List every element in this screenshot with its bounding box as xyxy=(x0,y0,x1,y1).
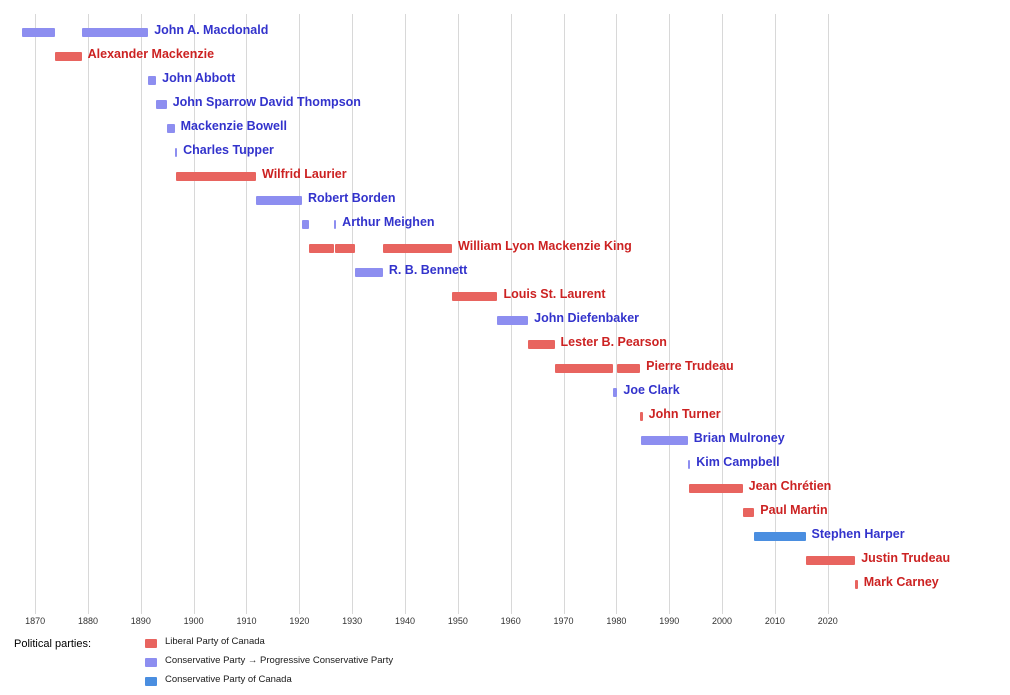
term-bar[interactable] xyxy=(55,52,81,61)
timeline-row[interactable] xyxy=(0,236,1010,260)
timeline-row[interactable] xyxy=(0,548,1010,572)
term-bar[interactable] xyxy=(555,364,614,373)
x-axis-tick-label: 1890 xyxy=(130,616,151,626)
pm-name-label: William Lyon Mackenzie King xyxy=(458,239,632,253)
x-axis-tick-label: 1970 xyxy=(553,616,574,626)
x-axis-tick-label: 1980 xyxy=(606,616,627,626)
term-bar[interactable] xyxy=(22,28,55,37)
term-bar[interactable] xyxy=(641,436,687,445)
timeline-row[interactable] xyxy=(0,116,1010,140)
pm-name-label: John Sparrow David Thompson xyxy=(172,95,361,109)
term-bar[interactable] xyxy=(335,244,356,253)
pm-name-label: Paul Martin xyxy=(760,503,828,517)
pm-name-label: Arthur Meighen xyxy=(342,215,435,229)
term-bar[interactable] xyxy=(497,316,528,325)
term-bar[interactable] xyxy=(528,340,554,349)
term-bar[interactable] xyxy=(148,76,156,85)
timeline-row[interactable] xyxy=(0,500,1010,524)
timeline-row[interactable] xyxy=(0,188,1010,212)
pm-name-label: Alexander Mackenzie xyxy=(87,47,215,61)
x-axis-tick-label: 2020 xyxy=(817,616,838,626)
timeline-row[interactable] xyxy=(0,452,1010,476)
term-bar[interactable] xyxy=(613,388,617,397)
timeline-row[interactable] xyxy=(0,212,1010,236)
timeline-row[interactable] xyxy=(0,332,1010,356)
timeline-row[interactable] xyxy=(0,476,1010,500)
x-axis-tick-label: 2010 xyxy=(764,616,785,626)
pm-name-label: Charles Tupper xyxy=(183,143,274,157)
x-axis-tick-label: 1900 xyxy=(183,616,204,626)
pm-name-label: Pierre Trudeau xyxy=(646,359,734,373)
x-axis-tick-label: 1870 xyxy=(25,616,46,626)
term-bar[interactable] xyxy=(806,556,856,565)
term-bar[interactable] xyxy=(82,28,149,37)
timeline-row[interactable] xyxy=(0,356,1010,380)
term-bar[interactable] xyxy=(743,508,755,517)
term-bar[interactable] xyxy=(334,220,337,229)
pm-name-label: John Turner xyxy=(648,407,721,421)
timeline-row[interactable] xyxy=(0,404,1010,428)
pm-name-label: Kim Campbell xyxy=(696,455,780,469)
timeline-row[interactable] xyxy=(0,68,1010,92)
pm-name-label: Brian Mulroney xyxy=(693,431,785,445)
term-bar[interactable] xyxy=(256,196,302,205)
term-bar[interactable] xyxy=(689,484,742,493)
term-bar[interactable] xyxy=(175,148,178,157)
timeline-row[interactable] xyxy=(0,308,1010,332)
term-bar[interactable] xyxy=(688,460,691,469)
x-axis-tick-label: 1880 xyxy=(77,616,98,626)
x-axis-tick-label: 1950 xyxy=(447,616,468,626)
legend-color-swatch xyxy=(145,639,157,648)
legend-item-label: Conservative Party → Progressive Conservative Party xyxy=(165,655,394,666)
timeline-row[interactable] xyxy=(0,260,1010,284)
pm-name-label: John A. Macdonald xyxy=(154,23,269,37)
pm-name-label: Joe Clark xyxy=(623,383,680,397)
pm-name-label: John Abbott xyxy=(162,71,236,85)
timeline-row[interactable] xyxy=(0,428,1010,452)
term-bar[interactable] xyxy=(754,532,805,541)
timeline-row[interactable] xyxy=(0,44,1010,68)
chart-legend xyxy=(0,630,1010,695)
term-bar[interactable] xyxy=(176,172,256,181)
term-bar[interactable] xyxy=(167,124,175,133)
pm-name-label: Justin Trudeau xyxy=(861,551,951,565)
term-bar[interactable] xyxy=(640,412,643,421)
pm-name-label: Mark Carney xyxy=(863,575,939,589)
term-bar[interactable] xyxy=(383,244,452,253)
timeline-row[interactable] xyxy=(0,164,1010,188)
timeline-row[interactable] xyxy=(0,92,1010,116)
x-axis-tick-label: 1990 xyxy=(659,616,680,626)
timeline-row[interactable] xyxy=(0,284,1010,308)
timeline-row[interactable] xyxy=(0,524,1010,548)
pm-name-label: Robert Borden xyxy=(307,191,396,205)
term-bar[interactable] xyxy=(452,292,497,301)
term-bar[interactable] xyxy=(355,268,382,277)
timeline-row[interactable] xyxy=(0,380,1010,404)
x-axis-tick-label: 1930 xyxy=(342,616,363,626)
x-axis-tick-label: 1940 xyxy=(394,616,416,626)
timeline-row[interactable] xyxy=(0,140,1010,164)
pm-name-label: Lester B. Pearson xyxy=(560,335,667,349)
pm-name-label: R. B. Bennett xyxy=(388,263,468,277)
pm-name-label: Mackenzie Bowell xyxy=(180,119,287,133)
pm-name-label: Stephen Harper xyxy=(811,527,905,541)
term-bar[interactable] xyxy=(302,220,309,229)
term-bar[interactable] xyxy=(156,100,167,109)
timeline-row[interactable] xyxy=(0,572,1010,596)
x-axis-tick-label: 1910 xyxy=(236,616,257,626)
legend-item-label: Liberal Party of Canada xyxy=(165,636,265,647)
term-bar[interactable] xyxy=(617,364,640,373)
pm-name-label: Louis St. Laurent xyxy=(503,287,606,301)
x-axis-tick-label: 2000 xyxy=(712,616,733,626)
pm-name-label: John Diefenbaker xyxy=(534,311,640,325)
pm-name-label: Jean Chrétien xyxy=(748,479,832,493)
timeline-row[interactable] xyxy=(0,20,1010,44)
term-bar[interactable] xyxy=(855,580,858,589)
x-axis-tick-label: 1960 xyxy=(500,616,521,626)
pm-name-label: Wilfrid Laurier xyxy=(262,167,347,181)
x-axis-tick-label: 1920 xyxy=(289,616,310,626)
legend-color-swatch xyxy=(145,658,157,667)
legend-color-swatch xyxy=(145,677,157,686)
legend-item-label: Conservative Party of Canada xyxy=(165,674,292,685)
legend-title: Political parties: xyxy=(14,638,92,650)
term-bar[interactable] xyxy=(309,244,333,253)
